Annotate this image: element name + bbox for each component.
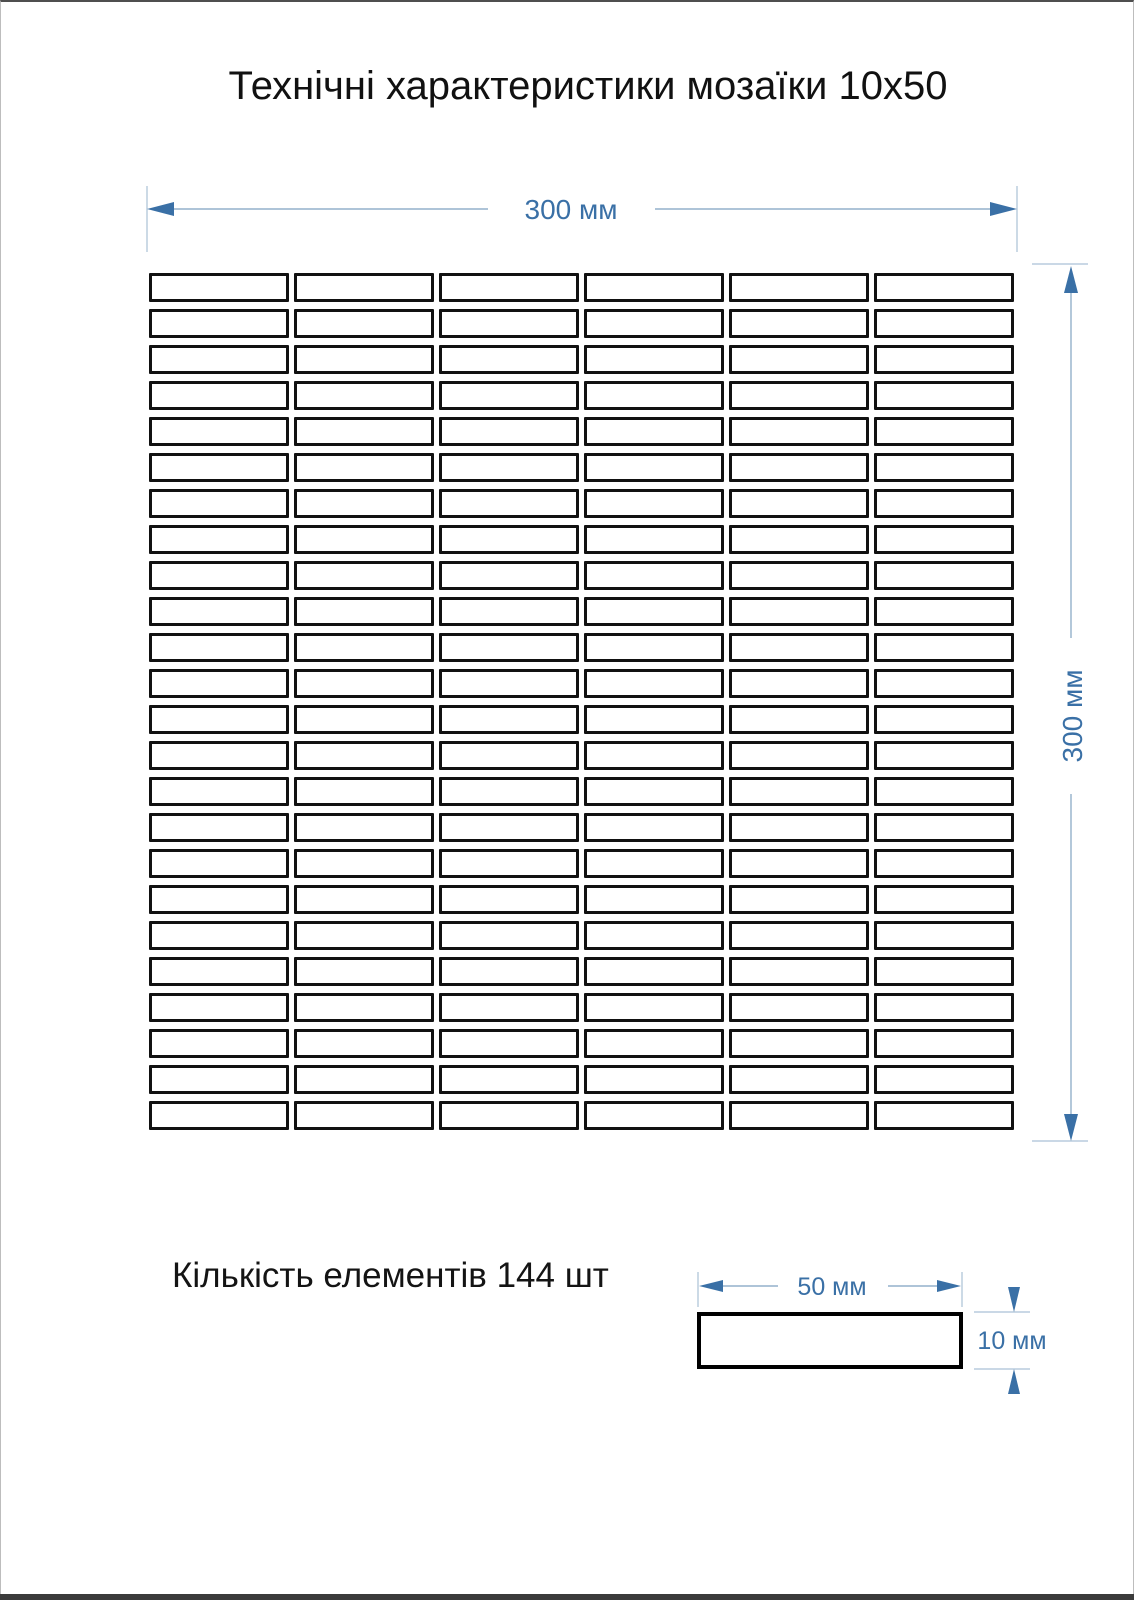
mosaic-tile (439, 489, 579, 518)
mosaic-tile (294, 957, 434, 986)
mosaic-tile (729, 381, 869, 410)
mosaic-tile (874, 849, 1014, 878)
mosaic-tile (294, 561, 434, 590)
arrow-up-icon (1064, 266, 1078, 293)
mosaic-tile (584, 849, 724, 878)
mosaic-tile (439, 309, 579, 338)
mosaic-tile (149, 453, 289, 482)
mosaic-tile (294, 345, 434, 374)
mosaic-tile (584, 669, 724, 698)
mosaic-tile (439, 849, 579, 878)
mosaic-tile (729, 957, 869, 986)
mosaic-tile (729, 345, 869, 374)
mosaic-tile (149, 669, 289, 698)
mosaic-tile (294, 381, 434, 410)
sheet-height-label: 300 мм (1057, 669, 1088, 763)
mosaic-tile (729, 777, 869, 806)
mosaic-tile (584, 381, 724, 410)
mosaic-tile (729, 813, 869, 842)
mosaic-tile (149, 597, 289, 626)
mosaic-tile (584, 777, 724, 806)
mosaic-tile (149, 957, 289, 986)
mosaic-tile (149, 345, 289, 374)
mosaic-tile (874, 993, 1014, 1022)
mosaic-tile (294, 777, 434, 806)
mosaic-tile (729, 993, 869, 1022)
mosaic-tile (294, 417, 434, 446)
mosaic-tile (439, 957, 579, 986)
arrow-right-icon (990, 202, 1017, 216)
mosaic-tile (729, 921, 869, 950)
mosaic-tile (149, 273, 289, 302)
mosaic-tile (294, 993, 434, 1022)
mosaic-tile (149, 921, 289, 950)
mosaic-tile (729, 705, 869, 734)
mosaic-tile (294, 489, 434, 518)
mosaic-tile (294, 453, 434, 482)
mosaic-tile (584, 705, 724, 734)
tile-height-label: 10 мм (977, 1327, 1047, 1355)
mosaic-tile (294, 849, 434, 878)
mosaic-tile (729, 453, 869, 482)
mosaic-tile (874, 813, 1014, 842)
mosaic-tile (149, 309, 289, 338)
mosaic-tile (584, 633, 724, 662)
mosaic-tile (584, 273, 724, 302)
mosaic-tile (729, 1101, 869, 1130)
mosaic-tile (729, 417, 869, 446)
mosaic-tile (439, 1065, 579, 1094)
mosaic-tile (294, 1029, 434, 1058)
arrow-down-icon (1008, 1287, 1020, 1312)
bottom-edge-bar (0, 1594, 1134, 1600)
tile-height-dimension (974, 1287, 1047, 1394)
mosaic-tile (874, 417, 1014, 446)
mosaic-tile (729, 273, 869, 302)
mosaic-tile (729, 489, 869, 518)
mosaic-tile (294, 597, 434, 626)
arrow-left-icon (699, 1280, 723, 1292)
mosaic-tile (584, 453, 724, 482)
mosaic-tile (584, 885, 724, 914)
mosaic-tile (294, 1065, 434, 1094)
mosaic-tile (294, 273, 434, 302)
mosaic-tile (584, 1065, 724, 1094)
mosaic-tile (874, 345, 1014, 374)
mosaic-tile (584, 1029, 724, 1058)
mosaic-tile (294, 921, 434, 950)
mosaic-tile (874, 957, 1014, 986)
mosaic-tile (874, 1065, 1014, 1094)
mosaic-tile (729, 1065, 869, 1094)
mosaic-tile (439, 993, 579, 1022)
mosaic-tile (294, 633, 434, 662)
mosaic-tile (729, 741, 869, 770)
mosaic-tile (584, 345, 724, 374)
mosaic-tile (729, 561, 869, 590)
mosaic-tile (294, 1101, 434, 1130)
mosaic-tile (729, 597, 869, 626)
mosaic-tile (874, 525, 1014, 554)
mosaic-tile (584, 741, 724, 770)
mosaic-tile (874, 453, 1014, 482)
mosaic-tile (874, 489, 1014, 518)
mosaic-tile (149, 993, 289, 1022)
mosaic-tile (149, 1029, 289, 1058)
mosaic-tile (149, 633, 289, 662)
mosaic-tile (439, 381, 579, 410)
mosaic-tile (729, 525, 869, 554)
mosaic-tile (439, 1101, 579, 1130)
arrow-right-icon (937, 1280, 961, 1292)
mosaic-tile (294, 669, 434, 698)
mosaic-tile (584, 525, 724, 554)
mosaic-tile (584, 921, 724, 950)
mosaic-tile (439, 885, 579, 914)
mosaic-tile (294, 705, 434, 734)
mosaic-tile (584, 417, 724, 446)
mosaic-tile (874, 705, 1014, 734)
mosaic-tile (294, 885, 434, 914)
mosaic-tile (439, 921, 579, 950)
mosaic-tile (874, 777, 1014, 806)
mosaic-tile (149, 705, 289, 734)
mosaic-tile (439, 777, 579, 806)
mosaic-tile (729, 633, 869, 662)
mosaic-tile (584, 993, 724, 1022)
mosaic-tile (149, 561, 289, 590)
mosaic-tile (584, 1101, 724, 1130)
mosaic-tile (149, 849, 289, 878)
mosaic-tile (149, 777, 289, 806)
mosaic-tile (584, 813, 724, 842)
mosaic-tile (874, 669, 1014, 698)
mosaic-tile (874, 309, 1014, 338)
mosaic-tile (439, 1029, 579, 1058)
mosaic-tile (874, 1101, 1014, 1130)
mosaic-tile (584, 597, 724, 626)
mosaic-tile (874, 381, 1014, 410)
single-tile-detail (697, 1312, 963, 1369)
arrow-left-icon (147, 202, 174, 216)
mosaic-tile (439, 705, 579, 734)
mosaic-tile (439, 561, 579, 590)
mosaic-tile (874, 885, 1014, 914)
mosaic-tile (149, 1065, 289, 1094)
mosaic-tile (729, 849, 869, 878)
mosaic-tile (294, 741, 434, 770)
mosaic-tile (149, 885, 289, 914)
mosaic-tile (149, 417, 289, 446)
sheet-width-label: 300 мм (524, 194, 618, 225)
mosaic-tile (439, 597, 579, 626)
mosaic-tile (439, 741, 579, 770)
mosaic-tile (729, 885, 869, 914)
mosaic-tile (439, 273, 579, 302)
mosaic-tile (149, 813, 289, 842)
mosaic-tile (149, 741, 289, 770)
mosaic-tile (874, 561, 1014, 590)
mosaic-tile (439, 417, 579, 446)
mosaic-sheet-grid (149, 273, 1014, 1130)
mosaic-tile (874, 741, 1014, 770)
mosaic-tile (729, 669, 869, 698)
mosaic-tile (149, 525, 289, 554)
arrow-down-icon (1064, 1114, 1078, 1141)
mosaic-tile (584, 957, 724, 986)
mosaic-tile (149, 489, 289, 518)
page-title: Технічні характеристики мозаїки 10х50 (228, 64, 948, 108)
arrow-up-icon (1008, 1369, 1020, 1394)
sheet-width-dimension (147, 186, 1017, 252)
mosaic-tile (439, 525, 579, 554)
mosaic-tile (294, 309, 434, 338)
mosaic-tile (874, 1029, 1014, 1058)
sheet-height-dimension (1032, 264, 1088, 1141)
mosaic-tile (874, 597, 1014, 626)
mosaic-tile (439, 345, 579, 374)
mosaic-tile (149, 381, 289, 410)
mosaic-tile (584, 489, 724, 518)
mosaic-tile (439, 453, 579, 482)
mosaic-tile (294, 813, 434, 842)
mosaic-tile (874, 273, 1014, 302)
mosaic-tile (439, 813, 579, 842)
element-count-caption: Кількість елементів 144 шт (172, 1256, 609, 1295)
mosaic-tile (439, 669, 579, 698)
mosaic-tile (439, 633, 579, 662)
tile-width-label: 50 мм (797, 1273, 867, 1301)
mosaic-tile (874, 921, 1014, 950)
mosaic-tile (584, 561, 724, 590)
mosaic-tile (294, 525, 434, 554)
mosaic-tile (874, 633, 1014, 662)
mosaic-tile (729, 1029, 869, 1058)
tile-width-dimension (698, 1272, 962, 1307)
mosaic-tile (729, 309, 869, 338)
mosaic-tile (149, 1101, 289, 1130)
mosaic-tile (584, 309, 724, 338)
